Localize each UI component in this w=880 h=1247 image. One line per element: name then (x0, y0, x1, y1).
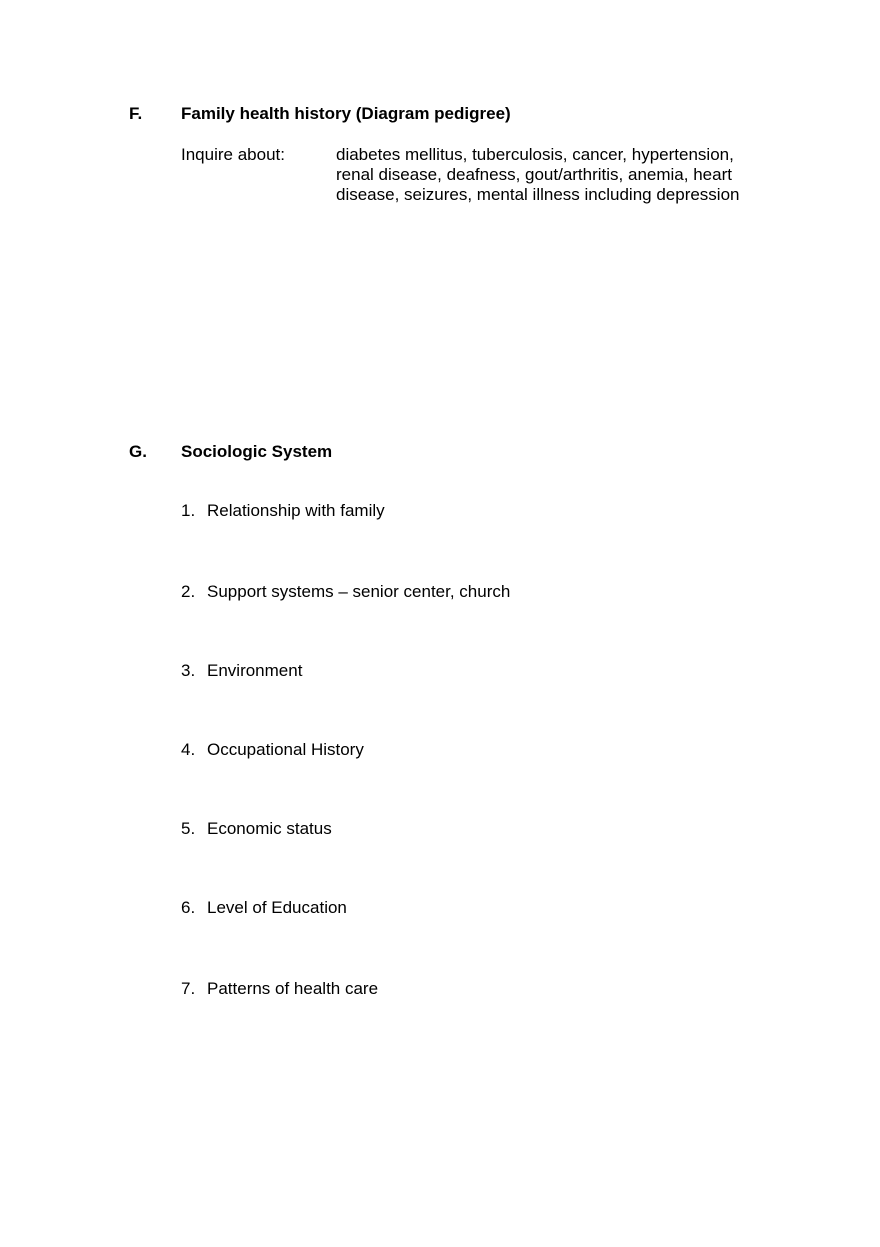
inquire-about-label: Inquire about: (181, 145, 285, 164)
inquire-about-conditions (336, 145, 776, 205)
list-item-number: 7. (181, 979, 196, 998)
list-item-number: 1. (181, 501, 196, 520)
list-item-number: 4. (181, 740, 196, 759)
list-item-environment: Environment (207, 661, 303, 680)
section-g-title: Sociologic System (181, 442, 333, 461)
list-item-occupational-history: Occupational History (207, 740, 364, 759)
section-f-letter: F. (129, 104, 143, 123)
inquire-line-1: diabetes mellitus, tuberculosis, cancer, hypertension, (336, 145, 734, 164)
list-item-number: 6. (181, 898, 196, 917)
list-item-relationship-with-family: Relationship with family (207, 501, 385, 520)
section-f-title: Family health history (Diagram pedigree) (181, 104, 511, 123)
list-item-economic-status: Economic status (207, 819, 332, 838)
list-item-number: 3. (181, 661, 196, 680)
list-item-number: 2. (181, 582, 196, 601)
list-item-support-systems: Support systems – senior center, church (207, 582, 511, 601)
list-item-patterns-of-health-care: Patterns of health care (207, 979, 379, 998)
list-item-number: 5. (181, 819, 196, 838)
section-g-letter: G. (129, 442, 147, 461)
list-item-level-of-education: Level of Education (207, 898, 347, 917)
inquire-line-2: renal disease, deafness, gout/arthritis, anemia, heart (336, 165, 732, 184)
inquire-line-3: disease, seizures, mental illness including depression (336, 185, 740, 204)
